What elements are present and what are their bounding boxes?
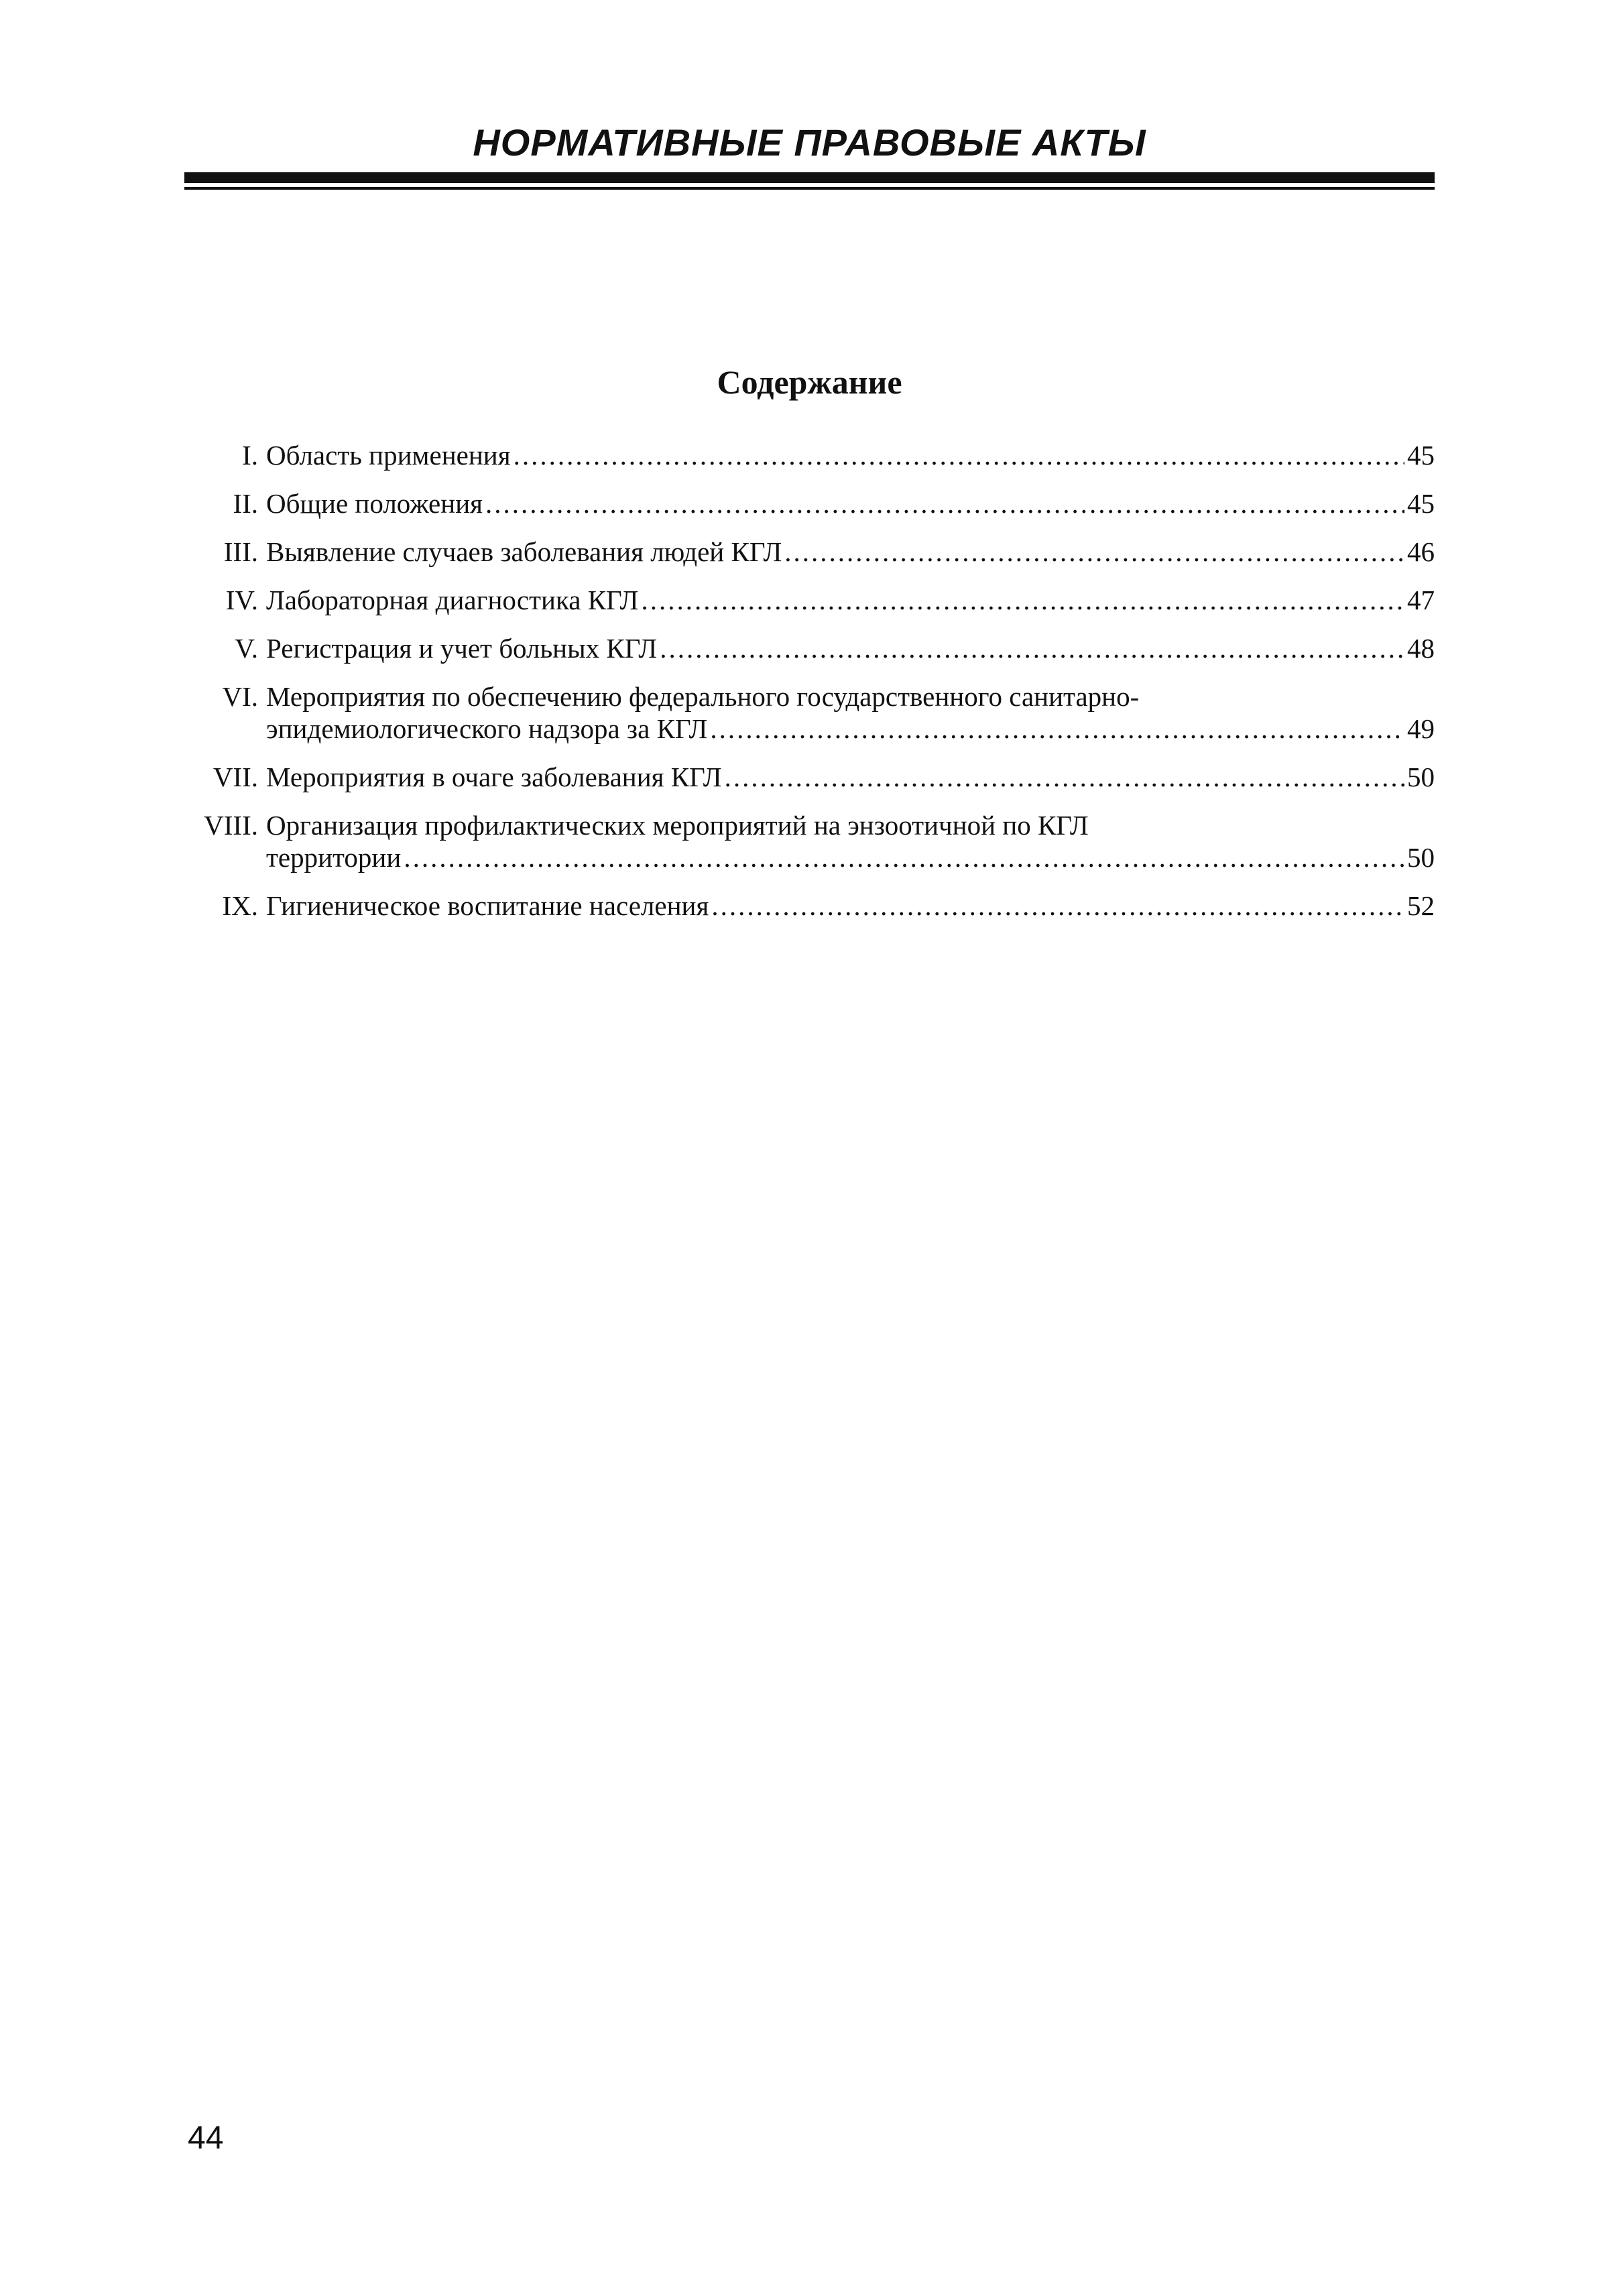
toc-entry-text: территории xyxy=(266,842,402,873)
toc-entry-number: II. xyxy=(233,488,258,519)
toc-entry-line xyxy=(266,584,1435,616)
toc-entry-text: Регистрация и учет больных КГЛ xyxy=(266,633,658,664)
toc-entry-line xyxy=(266,487,1435,520)
toc-entry-text: Область применения xyxy=(266,440,511,471)
toc-entry-body xyxy=(266,680,1435,745)
toc-entry-line xyxy=(266,713,1435,745)
toc-entry-line xyxy=(266,890,1435,922)
toc-entry-line xyxy=(266,439,1435,471)
toc-entry-text: Мероприятия в очаге заболевания КГЛ xyxy=(266,762,722,792)
toc-dot-leader xyxy=(710,713,1404,745)
toc-entry xyxy=(181,632,1435,664)
toc-entry xyxy=(181,809,1435,873)
toc-entry-number: V. xyxy=(235,633,258,664)
toc-dot-leader xyxy=(514,439,1404,471)
toc-entry xyxy=(181,536,1435,568)
toc-entry-page: 48 xyxy=(1407,633,1435,664)
running-header: НОРМАТИВНЫЕ ПРАВОВЫЕ АКТЫ xyxy=(473,121,1146,164)
toc-entry-line xyxy=(266,761,1435,793)
toc-entry-number: IX. xyxy=(222,890,258,921)
toc-title: Содержание xyxy=(717,363,902,401)
toc-dot-leader xyxy=(485,487,1404,520)
table-of-contents xyxy=(181,439,1435,938)
toc-entry-number: VIII. xyxy=(204,810,258,841)
toc-entry-number: I. xyxy=(242,440,258,471)
toc-entry-page: 47 xyxy=(1407,585,1435,615)
toc-entry-line xyxy=(266,809,1435,841)
toc-entry-body xyxy=(266,809,1435,873)
toc-entry-text: Гигиеническое воспитание населения xyxy=(266,890,709,921)
toc-entry-number: VI. xyxy=(222,681,258,712)
header-rule-thin xyxy=(184,187,1435,190)
toc-dot-leader xyxy=(725,761,1404,793)
toc-entry xyxy=(181,761,1435,793)
toc-entry-body xyxy=(266,536,1435,568)
toc-dot-leader xyxy=(784,536,1404,568)
toc-entry-number: IV. xyxy=(225,585,258,615)
toc-entry-page: 52 xyxy=(1407,890,1435,921)
toc-entry xyxy=(181,439,1435,471)
toc-entry-line xyxy=(266,536,1435,568)
toc-entry-line xyxy=(266,841,1435,873)
toc-entry-page: 50 xyxy=(1407,842,1435,873)
toc-dot-leader xyxy=(711,890,1404,922)
toc-dot-leader xyxy=(660,632,1404,664)
toc-entry-text: эпидемиологического надзора за КГЛ xyxy=(266,713,708,744)
toc-entry-text: Мероприятия по обеспечению федерального государственного санитарно- xyxy=(266,681,1140,712)
toc-dot-leader xyxy=(641,584,1404,616)
toc-entry-page: 46 xyxy=(1407,536,1435,567)
header-rule xyxy=(184,172,1435,183)
toc-entry xyxy=(181,487,1435,520)
page-number: 44 xyxy=(188,2120,224,2156)
toc-entry xyxy=(181,890,1435,922)
toc-entry-number: VII. xyxy=(213,762,258,792)
toc-entry-page: 45 xyxy=(1407,440,1435,471)
toc-entry-page: 45 xyxy=(1407,488,1435,519)
toc-entry-line xyxy=(266,632,1435,664)
toc-entry-text: Общие положения xyxy=(266,488,483,519)
toc-entry-body xyxy=(266,890,1435,922)
toc-entry-body xyxy=(266,584,1435,616)
toc-entry-line xyxy=(266,680,1435,713)
toc-entry-page: 49 xyxy=(1407,713,1435,744)
toc-entry xyxy=(181,584,1435,616)
toc-dot-leader xyxy=(404,841,1404,873)
toc-entry xyxy=(181,680,1435,745)
toc-entry-text: Организация профилактических мероприятий на энзоотичной по КГЛ xyxy=(266,810,1089,841)
toc-entry-body xyxy=(266,632,1435,664)
toc-entry-page: 50 xyxy=(1407,762,1435,792)
toc-entry-text: Выявление случаев заболевания людей КГЛ xyxy=(266,536,782,567)
toc-entry-body xyxy=(266,761,1435,793)
toc-entry-text: Лабораторная диагностика КГЛ xyxy=(266,585,639,615)
toc-entry-number: III. xyxy=(223,536,258,567)
toc-entry-body xyxy=(266,487,1435,520)
toc-entry-body xyxy=(266,439,1435,471)
